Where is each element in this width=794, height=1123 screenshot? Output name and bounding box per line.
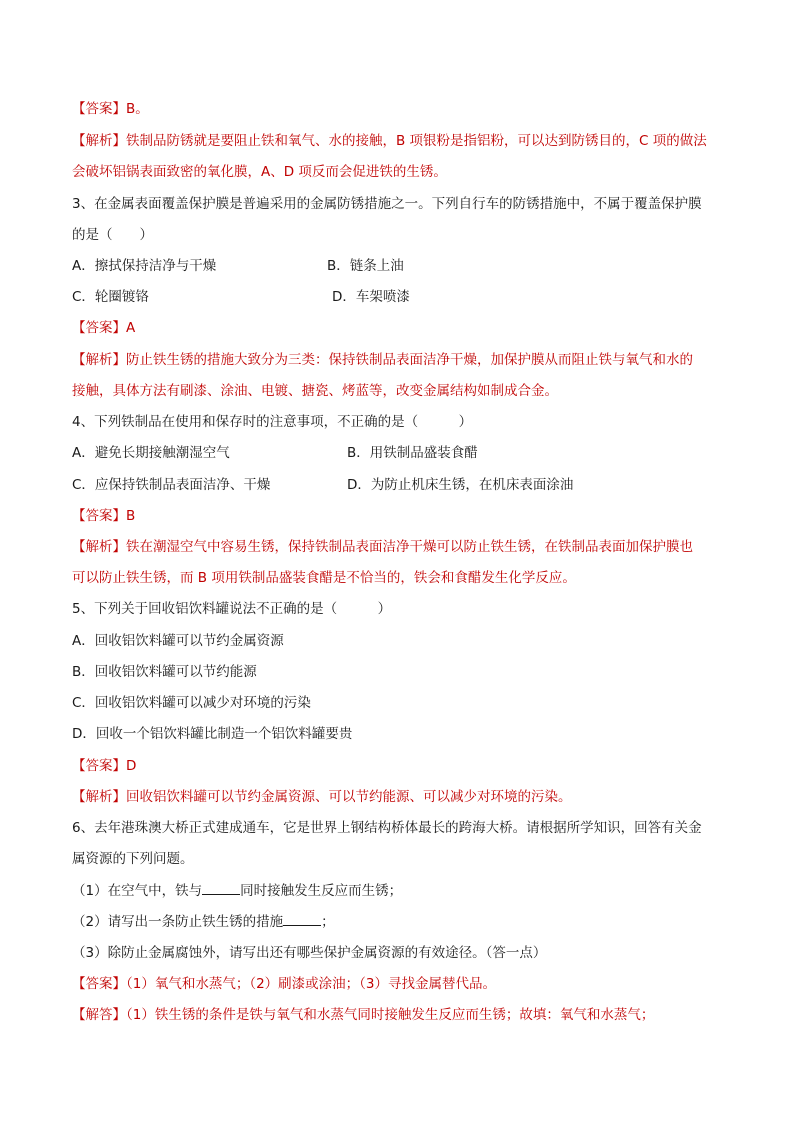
answer-tag: 【答案】 [72, 758, 126, 774]
fill-blank [202, 880, 240, 895]
q4-option-d: D．为防止机床生锈，在机床表面涂油 [347, 477, 574, 493]
q2-analysis-line-2: 会破坏铝锅表面致密的氧化膜，A、D 项反而会促进铁的生锈。 [72, 164, 447, 180]
answer-value: A [126, 320, 136, 336]
q6-sub1-after: 同时接触发生反应而生锈； [240, 883, 403, 899]
q4-option-a: A．避免长期接触潮湿空气 [72, 445, 230, 461]
analysis-tag: 【解析】 [72, 539, 126, 555]
q4-answer [72, 505, 734, 527]
q5-option-a: A．回收铝饮料罐可以节约金属资源 [72, 633, 284, 649]
q6-stem-line-1: 6、去年港珠澳大桥正式建成通车，它是世界上钢结构桥体最长的跨海大桥。请根据所学知识，回答有关金 [72, 820, 702, 836]
q4-option-c: C．应保持铁制品表面洁净、干燥 [72, 477, 271, 493]
q6-sub2-before: （2）请写出一条防止铁生锈的措施 [72, 914, 284, 930]
answer-value: （1）氧气和水蒸气；（2）刷漆或涂油；（3）寻找金属替代品。 [126, 976, 497, 992]
q6-stem-line-2: 属资源的下列问题。 [72, 851, 194, 867]
q2-analysis-line-1 [72, 130, 734, 152]
q4-analysis-line-2: 可以防止铁生锈，而 B 项用铁制品盛装食醋是不恰当的，铁会和食醋发生化学反应。 [72, 570, 576, 586]
answer-tag: 【答案】 [72, 101, 126, 117]
q6-sub-question-2 [72, 911, 734, 933]
q5-option-d: D．回收一个铝饮料罐比制造一个铝饮料罐要贵 [72, 726, 353, 742]
q3-option-b: B．链条上油 [327, 258, 404, 274]
q5-option-c: C．回收铝饮料罐可以减少对环境的污染 [72, 695, 311, 711]
q3-stem-line-2: 的是（ ） [72, 227, 153, 243]
q3-analysis-line-2: 接触，具体方法有刷漆、涂油、电镀、搪瓷、烤蓝等，改变金属结构如制成合金。 [72, 383, 558, 399]
analysis-tag: 【解析】 [72, 133, 126, 149]
q5-option-b: B．回收铝饮料罐可以节约能源 [72, 664, 257, 680]
q6-sub-question-3: （3）除防止金属腐蚀外，请写出还有哪些保护金属资源的有效途径。（答一点） [72, 945, 547, 961]
answer-tag: 【答案】 [72, 320, 126, 336]
q5-answer [72, 755, 734, 777]
answer-tag: 【答案】 [72, 508, 126, 524]
q4-stem-line-1: 4、下列铁制品在使用和保存时的注意事项，不正确的是（ ） [72, 414, 473, 430]
q2-answer [72, 98, 734, 120]
analysis-tag: 【解析】 [72, 352, 126, 368]
q6-sub1-before: （1）在空气中，铁与 [72, 883, 203, 899]
q5-analysis-line-1 [72, 786, 734, 808]
solution-tag: 【解答】 [72, 1007, 126, 1023]
analysis-tag: 【解析】 [72, 789, 126, 805]
q6-sub2-after: ； [321, 914, 335, 930]
q3-option-a: A．擦拭保持洁净与干燥 [72, 258, 217, 274]
analysis-text: 铁在潮湿空气中容易生锈，保持铁制品表面洁净干燥可以防止铁生锈，在铁制品表面加保护膜也 [126, 539, 693, 555]
q3-option-c: C．轮圈镀铬 [72, 289, 149, 305]
q3-answer [72, 317, 734, 339]
q5-stem-line-1: 5、下列关于回收铝饮料罐说法不正确的是（ ） [72, 601, 392, 617]
analysis-text: 回收铝饮料罐可以节约金属资源、可以节约能源、可以减少对环境的污染。 [126, 789, 572, 805]
answer-tag: 【答案】 [72, 976, 126, 992]
fill-blank [283, 911, 321, 926]
solution-text: （1）铁生锈的条件是铁与氧气和水蒸气同时接触发生反应而生锈；故填：氧气和水蒸气； [126, 1007, 655, 1023]
answer-value: D [126, 758, 137, 774]
q6-solution-line-1 [72, 1004, 734, 1026]
q3-stem-line-1: 3、在金属表面覆盖保护膜是普遍采用的金属防锈措施之一。下列自行车的防锈措施中，不属于覆盖保护膜 [72, 196, 702, 212]
q3-option-d: D．车架喷漆 [332, 289, 410, 305]
q3-analysis-line-1 [72, 349, 734, 371]
q4-analysis-line-1 [72, 536, 734, 558]
answer-value: B [126, 508, 136, 524]
q6-sub-question-1 [72, 880, 734, 902]
q4-option-b: B．用铁制品盛装食醋 [347, 445, 478, 461]
q6-answer [72, 973, 734, 995]
analysis-text: 防止铁生锈的措施大致分为三类：保持铁制品表面洁净干燥，加保护膜从而阻止铁与氧气和水的 [126, 352, 693, 368]
answer-value: B。 [126, 101, 149, 117]
analysis-text: 铁制品防锈就是要阻止铁和氧气、水的接触，B 项银粉是指铝粉，可以达到防锈目的，C 项的做法 [126, 133, 707, 149]
